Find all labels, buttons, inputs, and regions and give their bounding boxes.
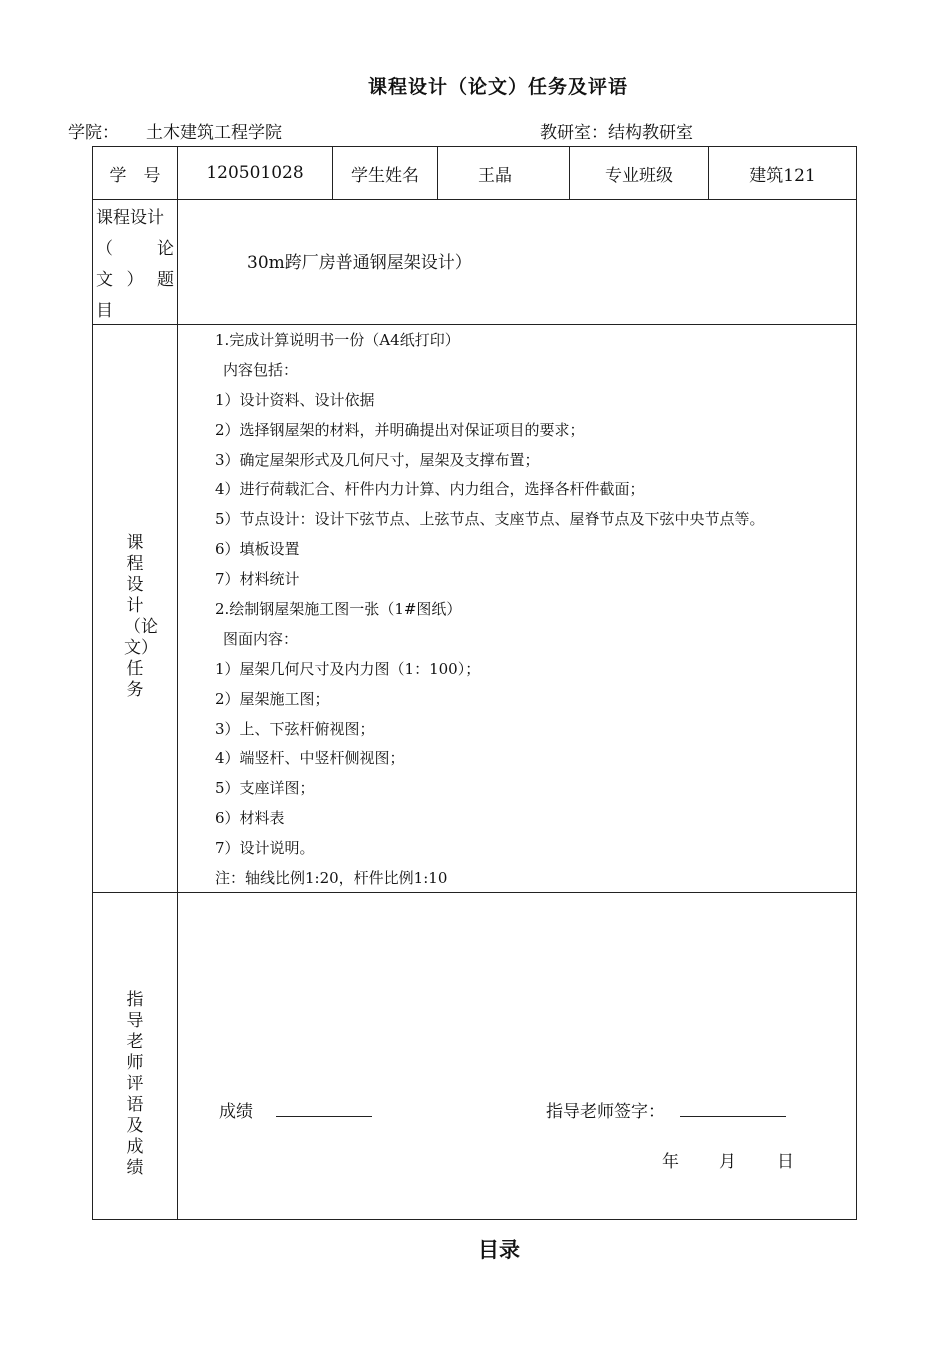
topic-label: [96, 203, 174, 327]
toc-heading: 目录: [478, 1238, 520, 1262]
grade-label: 成绩: [219, 1102, 253, 1122]
date-month: 月: [719, 1152, 736, 1172]
task-line: 4）进行荷载汇合、杆件内力计算、内力组合，选择各杆件截面；: [215, 480, 645, 499]
task-line: 3）上、下弦杆俯视图；: [215, 719, 375, 738]
topic-label-part: 课程设计: [96, 208, 164, 228]
row-divider: [92, 324, 857, 325]
task-line: 5）节点设计：设计下弦节点、上弦节点、支座节点、屋脊节点及下弦中央节点等。: [215, 510, 765, 529]
class-label: 专业班级: [605, 165, 673, 186]
department-value: 教研室：结构教研室: [540, 123, 693, 143]
page-title: 课程设计（论文）任务及评语: [367, 76, 628, 98]
date-year: 年: [662, 1152, 679, 1172]
task-line: 3）确定屋架形式及几何尺寸，屋架及支撑布置；: [215, 450, 540, 469]
signature-blank[interactable]: [680, 1116, 786, 1117]
review-label: 指导老师评语及成绩: [126, 990, 144, 1178]
task-line: 2）屋架施工图；: [215, 689, 330, 708]
student-name-value: 王晶: [478, 165, 512, 186]
student-name-label: 学生姓名: [351, 165, 419, 186]
task-line: 7）设计说明。: [215, 839, 315, 858]
task-line: 7）材料统计: [215, 570, 300, 589]
college-value: 土木建筑工程学院: [146, 123, 282, 143]
topic-label-part: 题: [157, 270, 174, 290]
task-line: 内容包括：: [223, 360, 299, 379]
task-line: 4）端竖杆、中竖杆侧视图；: [215, 749, 405, 768]
task-line: 1）屋架几何尺寸及内力图（1：100）；: [215, 659, 481, 678]
task-label: 课程设计（论文）任务: [124, 533, 158, 700]
grade-blank[interactable]: [276, 1116, 372, 1117]
topic-label-part: 论: [157, 239, 174, 259]
topic-value: 30m跨厂房普通钢屋架设计）: [247, 253, 472, 273]
date-day: 日: [777, 1152, 794, 1172]
task-line: 1.完成计算说明书一份（A4纸打印）: [215, 331, 460, 349]
topic-label-part: ）: [126, 270, 144, 290]
task-line: 6）材料表: [215, 809, 285, 828]
topic-label-part: 目: [96, 301, 113, 321]
task-line: 6）填板设置: [215, 540, 300, 559]
column-divider: [177, 146, 178, 1220]
signature-label: 指导老师签字：: [546, 1102, 665, 1122]
college-label: 学院：: [68, 123, 119, 143]
task-line: 2）选择钢屋架的材料，并明确提出对保证项目的要求；: [215, 420, 585, 439]
task-line: 图面内容：: [223, 629, 299, 648]
class-value: 建筑121: [749, 165, 816, 186]
task-line: 1）设计资料、设计依据: [215, 390, 375, 409]
student-id-value: 120501028: [206, 163, 304, 183]
row-divider: [92, 199, 857, 200]
topic-label-part: 文: [96, 270, 113, 290]
task-line: 注：轴线比例1:20，杆件比例1:10: [215, 869, 448, 888]
topic-label-part: （: [96, 239, 113, 259]
student-id-label: 学 号: [109, 165, 161, 186]
task-list: [215, 326, 855, 894]
task-line: 5）支座详图；: [215, 779, 315, 798]
task-line: 2.绘制钢屋架施工图一张（1#图纸）: [215, 600, 462, 619]
